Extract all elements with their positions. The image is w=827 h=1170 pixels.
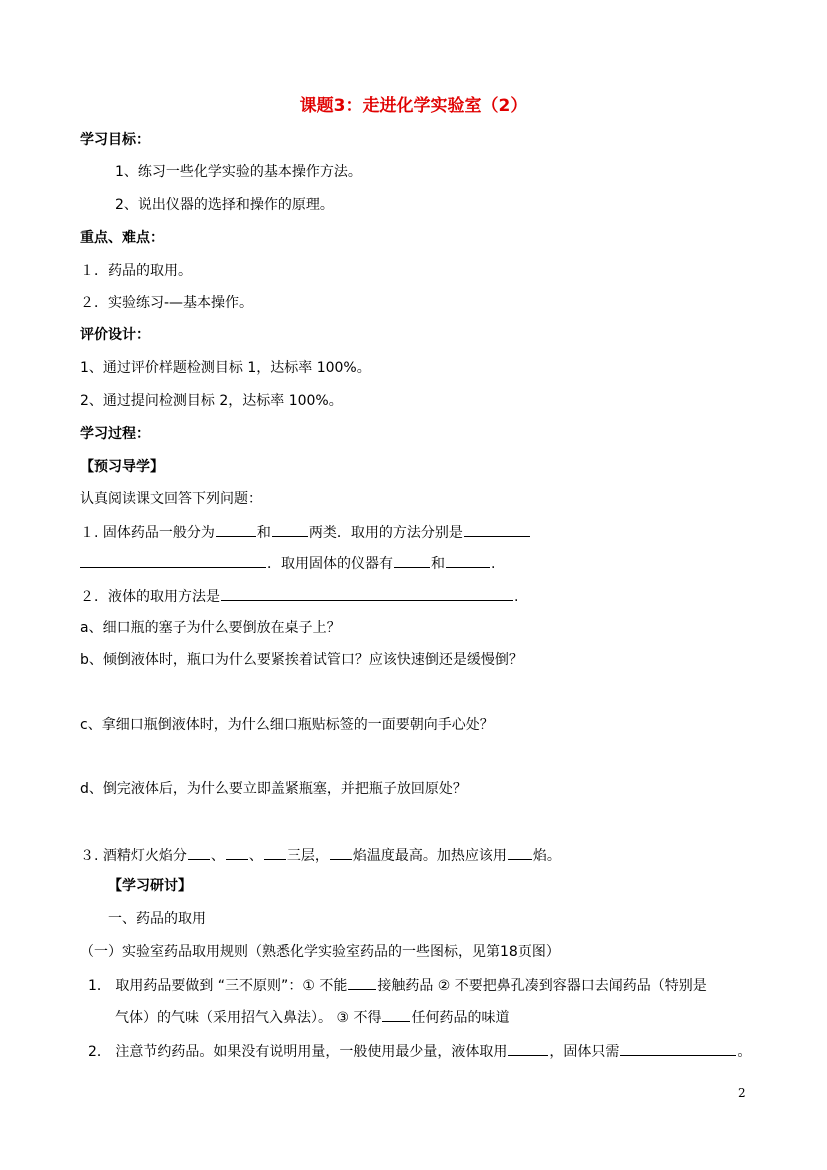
question-3-text: 、: [210, 848, 225, 864]
answer-blank[interactable]: [264, 845, 286, 860]
evaluation-item-1: 1、通过评价样题检测目标 1，达标率 100%。: [80, 360, 371, 376]
question-3-text: 焰温度最高。加热应该用: [352, 848, 507, 864]
question-1-text: １. 固体药品一般分为: [80, 525, 215, 541]
answer-blank[interactable]: [382, 1007, 410, 1022]
question-3-text: 、: [248, 848, 263, 864]
key-point-item-1: １．药品的取用。: [80, 263, 192, 279]
answer-blank[interactable]: [508, 1041, 548, 1056]
question-3-text: ３. 酒精灯火焰分: [80, 848, 187, 864]
question-1-text: ．取用固体的仪器有: [267, 556, 393, 572]
rule-2-text: 2． 注意节约药品。如果没有说明用量，一般使用最少量，液体取用: [88, 1044, 508, 1060]
answer-blank[interactable]: [272, 522, 308, 537]
key-points-heading: 重点、难点：: [80, 230, 164, 246]
evaluation-item-2: 2、通过提问检测目标 2，达标率 100%。: [80, 393, 343, 409]
question-b: b、倾倒液体时，瓶口为什么要紧挨着试管口？应该快速倒还是缓慢倒？: [80, 652, 523, 668]
study-heading: 【学习研讨】: [108, 878, 192, 894]
answer-blank[interactable]: [348, 975, 376, 990]
answer-blank[interactable]: [446, 553, 490, 568]
question-2-text: .: [514, 589, 519, 605]
objective-item-1: 1、练习一些化学实验的基本操作方法。: [115, 164, 362, 180]
evaluation-heading: 评价设计：: [80, 327, 150, 343]
question-1-text: .: [491, 556, 496, 572]
page-title: 课题3：走进化学实验室（2）: [299, 96, 528, 116]
question-1-line-1: [80, 522, 531, 542]
answer-blank[interactable]: [394, 553, 430, 568]
rule-1-text: 任何药品的味道: [411, 1010, 510, 1026]
answer-blank[interactable]: [226, 845, 248, 860]
answer-blank[interactable]: [221, 586, 513, 601]
answer-blank[interactable]: [464, 522, 530, 537]
question-d: d、倒完液体后，为什么要立即盖紧瓶塞，并把瓶子放回原处？: [80, 781, 467, 797]
rule-2-text: ，固体只需: [549, 1044, 620, 1060]
process-heading: 学习过程：: [80, 426, 150, 442]
objective-item-2: 2、说出仪器的选择和操作的原理。: [115, 197, 334, 213]
page-number: 2: [738, 1086, 746, 1100]
rule-1-text: 气体）的气味（采用招气入鼻法）。 ③ 不得: [115, 1010, 382, 1026]
question-2: [80, 586, 518, 606]
section-1-title: 一、药品的取用: [108, 911, 206, 927]
question-1-text: 两类．取用的方法分别是: [308, 525, 463, 541]
answer-blank[interactable]: [508, 845, 532, 860]
question-1-text: 和: [256, 525, 271, 541]
question-3-text: 焰。: [532, 848, 561, 864]
question-1-line-2: [80, 553, 495, 573]
rule-1-line-1: [88, 975, 707, 995]
key-point-item-2: ２．实验练习-—基本操作。: [80, 295, 254, 311]
question-3-text: 三层，: [286, 848, 329, 864]
subsection-1-title: （一）实验室药品取用规则（熟悉化学实验室药品的一些图标，见第18页图）: [80, 944, 560, 960]
rule-2: [88, 1041, 751, 1061]
preview-intro: 认真阅读课文回答下列问题：: [80, 491, 262, 507]
rule-2-text: 。: [737, 1044, 752, 1060]
question-2-text: ２．液体的取用方法是: [80, 589, 220, 605]
answer-blank[interactable]: [620, 1041, 736, 1056]
question-1-text: 和: [431, 556, 445, 572]
rule-1-text: 接触药品 ② 不要把鼻孔凑到容器口去闻药品（特别是: [377, 978, 707, 994]
answer-blank[interactable]: [216, 522, 256, 537]
question-a: a、细口瓶的塞子为什么要倒放在桌子上？: [80, 620, 341, 636]
question-c: c、拿细口瓶倒液体时，为什么细口瓶贴标签的一面要朝向手心处？: [80, 717, 494, 733]
answer-blank[interactable]: [188, 845, 210, 860]
question-3: [80, 845, 561, 865]
answer-blank[interactable]: [330, 845, 352, 860]
answer-blank[interactable]: [80, 553, 266, 568]
objectives-heading: 学习目标：: [80, 132, 150, 148]
preview-heading: 【预习导学】: [80, 459, 164, 475]
rule-1-line-2: [115, 1007, 509, 1027]
rule-1-text: 1． 取用药品要做到 “三不原则”：① 不能: [88, 978, 348, 994]
